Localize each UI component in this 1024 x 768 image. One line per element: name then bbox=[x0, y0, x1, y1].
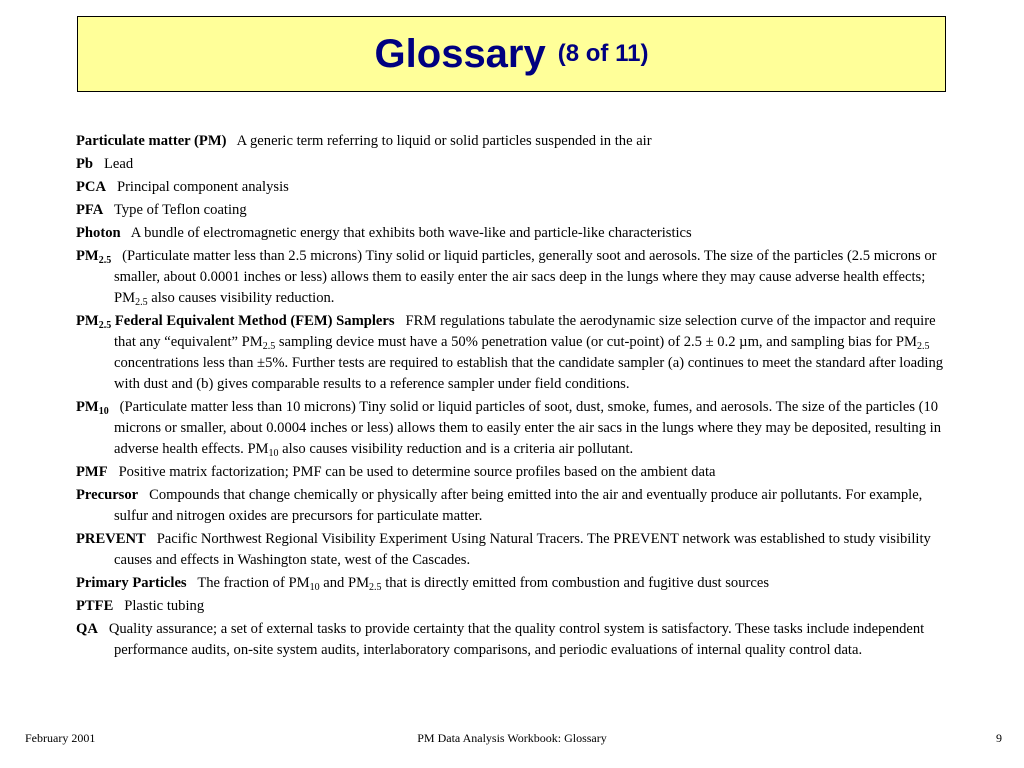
definition-text: (Particulate matter less than 10 microns) Tiny solid or liquid particles of soot, dust, smoke, fumes, and aerosols. The size of the particles (10 microns or smaller, about 0.0004 inches or less) allows them to easily enter the air sacs in the lungs where they may be deposited, resulting in adverse health effects. PM bbox=[114, 399, 942, 457]
page-subtitle: (8 of 11) bbox=[557, 40, 649, 67]
term: PREVENT bbox=[76, 531, 146, 547]
term: PCA bbox=[76, 179, 106, 195]
definition-text: concentrations less than ±5%. Further tests are required to establish that the candidate sampler (a) continues to meet the standard after loading with dust and (b) gives comparable results to a reference sampler under field conditions. bbox=[114, 355, 944, 392]
glossary-entry-pm bbox=[76, 131, 946, 152]
term: PMF bbox=[76, 464, 108, 480]
term-text: Federal Equivalent Method (FEM) Samplers bbox=[111, 313, 395, 329]
definition: Principal component analysis bbox=[116, 179, 289, 195]
term-subscript: 2.5 bbox=[98, 320, 112, 331]
glossary-entry-photon bbox=[76, 223, 946, 244]
term-text: PM bbox=[76, 248, 99, 264]
definition-text: FRM regulations tabulate the aerodynamic size selection curve of the impactor and require that any “equivalent” PM bbox=[114, 313, 936, 350]
footer-date: February 2001 bbox=[25, 731, 96, 745]
term bbox=[76, 313, 395, 329]
page-title: Glossary bbox=[374, 31, 546, 76]
definition-text: The fraction of PM bbox=[197, 575, 310, 591]
glossary-entry-pb bbox=[76, 154, 946, 175]
glossary-entry-pca bbox=[76, 177, 946, 198]
glossary-entry-prevent bbox=[76, 529, 946, 571]
page-number: 9 bbox=[996, 731, 1002, 745]
definition: Type of Teflon coating bbox=[113, 202, 247, 218]
term: QA bbox=[76, 621, 98, 637]
glossary-entry-precursor bbox=[76, 485, 946, 527]
glossary-entry-pfa bbox=[76, 200, 946, 221]
term-text: PM bbox=[76, 399, 99, 415]
subscript: 10 bbox=[309, 582, 320, 593]
glossary-entry-pmf bbox=[76, 462, 946, 483]
term: Pb bbox=[76, 156, 94, 172]
glossary-entry-primary-particles bbox=[76, 573, 946, 594]
definition-text: sampling device must have a 50% penetration value (or cut-point) of 2.5 ± 0.2 µm, and sampling bias for PM bbox=[275, 334, 918, 350]
term-text: PM bbox=[76, 313, 99, 329]
definition-text: also causes visibility reduction and is a criteria air pollutant. bbox=[278, 441, 634, 457]
definition bbox=[114, 399, 941, 457]
glossary-entry-fem bbox=[76, 311, 946, 395]
glossary-entry-qa bbox=[76, 619, 946, 661]
title-banner bbox=[77, 16, 946, 92]
term bbox=[76, 248, 111, 264]
footer-title: PM Data Analysis Workbook: Glossary bbox=[417, 731, 607, 745]
subscript: 10 bbox=[268, 448, 279, 459]
definition: A generic term referring to liquid or solid particles suspended in the air bbox=[236, 133, 652, 149]
subscript: 2.5 bbox=[262, 341, 276, 352]
definition: Positive matrix factorization; PMF can be used to determine source profiles based on the ambient data bbox=[118, 464, 716, 480]
definition-text: also causes visibility reduction. bbox=[147, 290, 335, 306]
definition: Compounds that change chemically or physically after being emitted into the air and eventually produce air pollutants. For example, sulfur and nitrogen oxides are precursors for particulate matter. bbox=[114, 487, 923, 524]
definition-text: (Particulate matter less than 2.5 microns) Tiny solid or liquid particles, generally soot and aerosols. The size of the particles (2.5 microns or smaller, about 0.0001 inches or less) allows them to easily enter the air sacs deep in the lungs where they may cause adverse health effects; PM bbox=[114, 248, 937, 306]
definition-text: and PM bbox=[319, 575, 370, 591]
definition: Quality assurance; a set of external tasks to provide certainty that the quality control system is satisfactory. These tasks include independent performance audits, on-site system audits, interlaboratory comparisons, and periodic evaluations of internal quality control data. bbox=[108, 621, 925, 658]
definition: Lead bbox=[103, 156, 134, 172]
subscript: 2.5 bbox=[135, 297, 148, 308]
subscript: 2.5 bbox=[369, 582, 382, 593]
definition: A bundle of electromagnetic energy that exhibits both wave-like and particle-like characteristics bbox=[130, 225, 692, 241]
definition: Pacific Northwest Regional Visibility Experiment Using Natural Tracers. The PREVENT network was established to study visibility causes and effects in Washington state, west of the Cascades. bbox=[114, 531, 931, 568]
term-subscript: 10 bbox=[98, 406, 109, 417]
subscript: 2.5 bbox=[917, 341, 930, 352]
glossary-list bbox=[76, 131, 946, 663]
definition: Plastic tubing bbox=[124, 598, 205, 614]
term: Primary Particles bbox=[76, 575, 187, 591]
term: Precursor bbox=[76, 487, 139, 503]
term: PFA bbox=[76, 202, 104, 218]
term: Photon bbox=[76, 225, 121, 241]
glossary-entry-pm25 bbox=[76, 246, 946, 309]
term: Particulate matter (PM) bbox=[76, 133, 227, 149]
glossary-entry-pm10 bbox=[76, 397, 946, 460]
definition-text: that is directly emitted from combustion and fugitive dust sources bbox=[381, 575, 770, 591]
definition bbox=[114, 248, 937, 306]
definition bbox=[197, 575, 769, 591]
term: PTFE bbox=[76, 598, 114, 614]
glossary-entry-ptfe bbox=[76, 596, 946, 617]
term-subscript: 2.5 bbox=[98, 255, 112, 266]
term bbox=[76, 399, 109, 415]
